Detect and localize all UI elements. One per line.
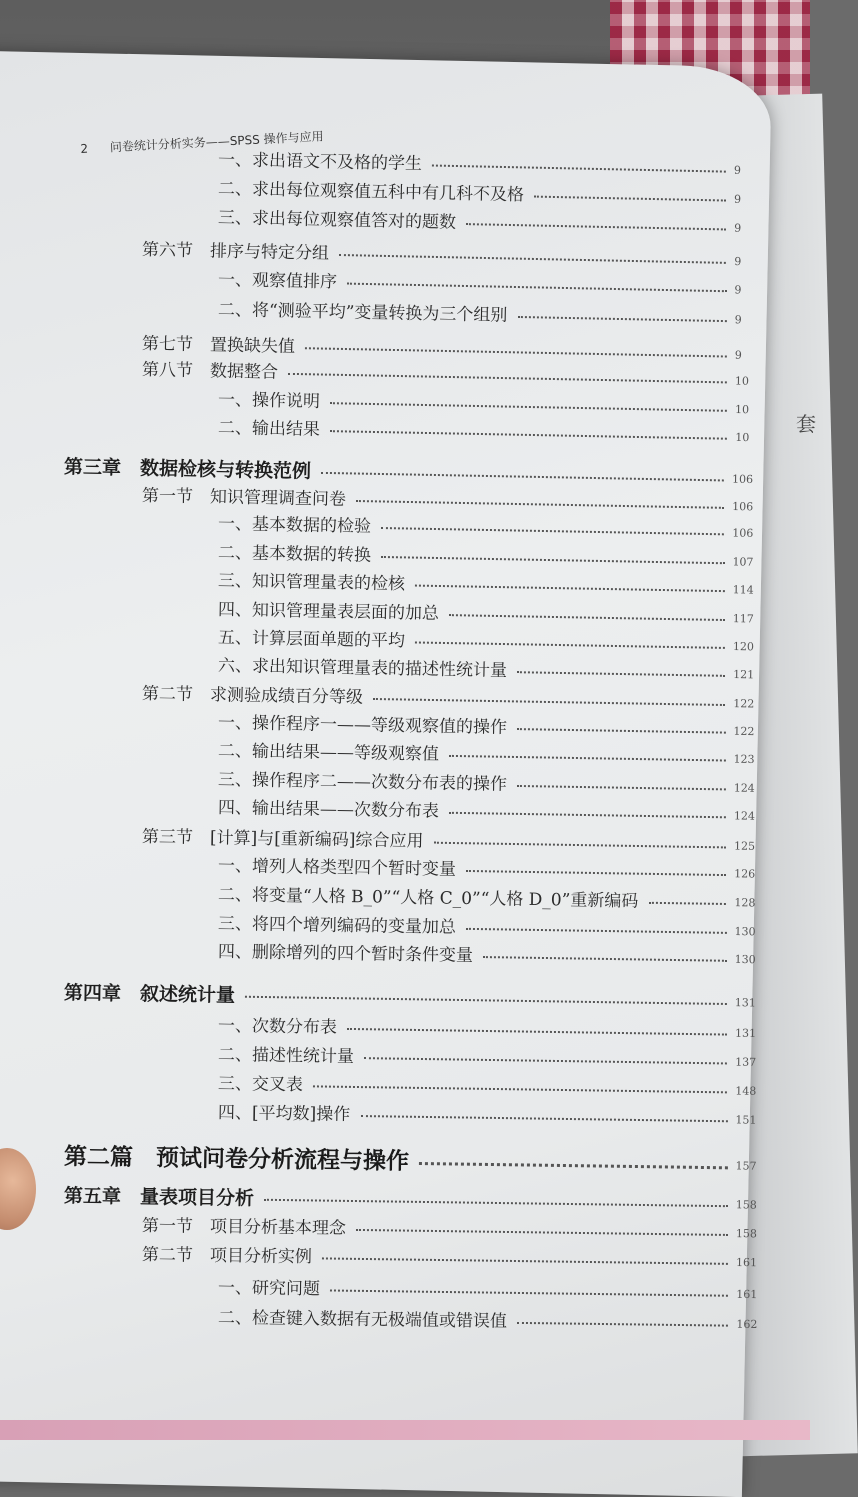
dot-leader (322, 1257, 728, 1264)
toc-title: 第三节 [计算]与[重新编码]综合应用 (141, 827, 424, 852)
dot-leader (449, 755, 725, 762)
dot-leader (415, 585, 724, 593)
toc-title: 一、研究问题 (217, 1278, 321, 1300)
toc-page-number: 10 (734, 374, 750, 388)
toc-title: 一、求出语文不及格的学生 (217, 150, 423, 175)
toc-title: 一、操作程序一——等级观察值的操作 (217, 713, 508, 738)
dot-leader (381, 527, 724, 535)
toc-page-number: 162 (736, 1317, 758, 1332)
next-page-fragment: 套 (796, 412, 816, 436)
toc-entry-item (218, 940, 756, 972)
dot-leader (361, 1115, 728, 1122)
dot-leader (313, 1085, 727, 1093)
toc-title: 四、输出结果——次数分布表 (217, 798, 440, 822)
toc-title: 第四章 叙述统计量 (63, 982, 236, 1007)
toc-entry-item (218, 268, 753, 303)
toc-page-number: 137 (735, 1055, 757, 1069)
toc-title: 二、将变量“人格 B_0”“人格 C_0”“人格 D_0”重新编码 (217, 885, 639, 912)
toc-page-number: 9 (734, 348, 742, 362)
toc-title: 三、知识管理量表的检核 (217, 571, 406, 595)
toc-page-number: 122 (733, 697, 755, 711)
toc-page-number: 9 (734, 255, 742, 269)
toc-title: 第二篇 预试问卷分析流程与操作 (63, 1144, 410, 1175)
dot-leader (449, 614, 724, 621)
toc-title: 第一节 项目分析基本理念 (141, 1216, 347, 1239)
dot-leader (517, 728, 725, 734)
toc-title: 六、求出知识管理量表的描述性统计量 (217, 656, 508, 682)
toc-page-number: 124 (733, 781, 755, 795)
toc-entry-item (218, 1014, 757, 1046)
dot-leader (288, 373, 727, 384)
toc-title: 三、将四个增列编码的变量加总 (217, 914, 457, 938)
toc-page-number: 106 (732, 500, 754, 514)
dot-leader (364, 1057, 727, 1064)
toc-entry-item (218, 912, 756, 944)
toc-page-number: 106 (732, 526, 754, 540)
dot-leader (419, 1162, 727, 1169)
toc-entry-item (218, 1072, 757, 1104)
toc-page-number: 122 (733, 724, 755, 739)
toc-page-number: 120 (732, 640, 755, 654)
toc-page-number: 126 (734, 867, 756, 881)
toc-page-number: 9 (733, 163, 742, 177)
toc-title: 四、[平均数]操作 (217, 1103, 351, 1125)
toc-page-number: 123 (733, 752, 755, 766)
book-title: 问卷统计分析实务——SPSS 操作与应用 (109, 129, 324, 155)
dot-leader (330, 430, 727, 440)
toc-title: 二、求出每位观察值五科中有几科不及格 (217, 179, 525, 206)
toc-entry-section (142, 1214, 758, 1246)
dot-leader (434, 842, 726, 849)
toc-entry-part (64, 1145, 757, 1179)
dot-leader (517, 671, 725, 677)
toc-page-number: 10 (734, 402, 750, 417)
dot-leader (483, 956, 726, 962)
toc-page-number: 131 (734, 996, 756, 1010)
toc-title: 第一节 知识管理调查问卷 (141, 486, 347, 510)
toc-entry-item (218, 654, 755, 687)
dot-leader (381, 556, 724, 564)
toc-page-number: 130 (734, 952, 756, 967)
dot-leader (517, 1322, 728, 1327)
toc-entry-item (218, 1306, 758, 1337)
toc-page-number: 106 (731, 472, 754, 486)
toc-page-number: 148 (735, 1084, 757, 1098)
toc-title: 三、交叉表 (217, 1074, 304, 1096)
toc-page-number: 114 (732, 583, 754, 597)
toc-entry-item (218, 416, 754, 450)
toc-entry-item (218, 569, 754, 603)
toc-title: 二、输出结果 (217, 418, 321, 440)
toc-title: 第二节 求测验成绩百分等级 (141, 684, 364, 708)
toc-title: 第三章 数据检核与转换范例 (63, 456, 312, 483)
toc-entry-item (218, 711, 755, 744)
toc-entry-chapter (64, 1184, 757, 1218)
dot-leader (466, 928, 726, 934)
toc-title: 第六节 排序与特定分组 (141, 240, 330, 264)
dot-leader (339, 254, 726, 264)
toc-page-number: 151 (735, 1113, 757, 1127)
dot-leader (466, 870, 726, 876)
dot-leader (449, 812, 726, 819)
dot-leader (356, 1229, 728, 1236)
toc-title: 一、次数分布表 (217, 1016, 338, 1038)
toc-entry-section (142, 1243, 758, 1275)
toc-page-number: 128 (734, 896, 756, 910)
toc-page-number: 125 (733, 839, 756, 853)
toc-page-number: 9 (734, 313, 742, 327)
toc-page-number: 161 (735, 1255, 758, 1270)
toc-page-number: 161 (736, 1287, 758, 1302)
toc-page-number: 121 (733, 667, 755, 682)
toc-page-number: 9 (734, 221, 742, 235)
toc-page-number: 124 (733, 809, 756, 823)
toc-entry-item (218, 298, 753, 333)
toc-entry-item (218, 739, 755, 772)
toc-entry-item (218, 1101, 757, 1133)
dot-leader (518, 316, 727, 322)
dot-leader (330, 402, 727, 412)
toc-title: 一、操作说明 (217, 390, 321, 412)
toc-page-number: 117 (732, 612, 754, 626)
dot-leader (264, 1199, 727, 1207)
toc-page-number: 10 (735, 430, 750, 445)
dot-leader (305, 347, 726, 357)
toc-title: 四、删除增列的四个暂时条件变量 (217, 942, 474, 966)
dot-leader (466, 223, 726, 230)
dot-leader (347, 1028, 727, 1036)
dot-leader (245, 996, 727, 1005)
toc-page-number: 131 (734, 1026, 757, 1040)
dot-leader (517, 785, 725, 790)
toc-title: 第五章 量表项目分析 (63, 1185, 255, 1210)
toc-title: 一、基本数据的检验 (217, 514, 372, 537)
toc-title: 第八节 数据整合 (141, 360, 279, 383)
dot-leader (373, 698, 725, 706)
toc-page-number: 130 (734, 925, 756, 939)
toc-title: 二、基本数据的转换 (217, 543, 372, 566)
toc-title: 一、增列人格类型四个暂时变量 (217, 856, 457, 880)
toc-entry-item (218, 854, 756, 887)
toc-entry-item (218, 796, 756, 829)
toc-entry-item (218, 1043, 757, 1075)
dot-leader (356, 500, 724, 509)
dot-leader (347, 283, 726, 293)
dot-leader (649, 902, 727, 905)
toc-entry-item (218, 883, 756, 915)
toc-page-number: 158 (735, 1198, 757, 1212)
toc-title: 三、操作程序二——次数分布表的操作 (217, 770, 508, 795)
toc-title: 第七节 置换缺失值 (141, 334, 296, 358)
toc-title: 二、将“测验平均”变量转换为三个组别 (217, 300, 508, 326)
page-number: 2 (80, 141, 89, 156)
toc-page-number: 107 (732, 555, 754, 569)
toc-page-number: 158 (735, 1227, 758, 1241)
toc-page-number: 9 (734, 283, 742, 297)
dot-leader (415, 641, 725, 648)
toc-title: 第二节 项目分析实例 (141, 1245, 313, 1268)
dot-leader (321, 472, 724, 482)
dot-leader (534, 196, 726, 202)
toc-page-number: 9 (733, 192, 742, 206)
toc-title: 五、计算层面单题的平均 (217, 628, 406, 652)
toc-title: 四、知识管理量表层面的加总 (217, 600, 440, 624)
toc-entry-chapter (64, 981, 756, 1015)
toc-entry-item (218, 206, 753, 241)
dot-leader (432, 164, 726, 172)
toc-page-number: 157 (735, 1159, 757, 1173)
toc-entry-item (218, 1276, 758, 1307)
toc-title: 一、观察值排序 (217, 270, 338, 293)
toc-entry-item (218, 768, 755, 801)
toc-title: 二、描述性统计量 (217, 1045, 355, 1067)
toc-title: 二、检查键入数据有无极端值或错误值 (217, 1308, 508, 1332)
toc-title: 三、求出每位观察值答对的题数 (217, 208, 457, 233)
toc-title: 二、输出结果——等级观察值 (217, 741, 440, 765)
dot-leader (330, 1289, 728, 1296)
